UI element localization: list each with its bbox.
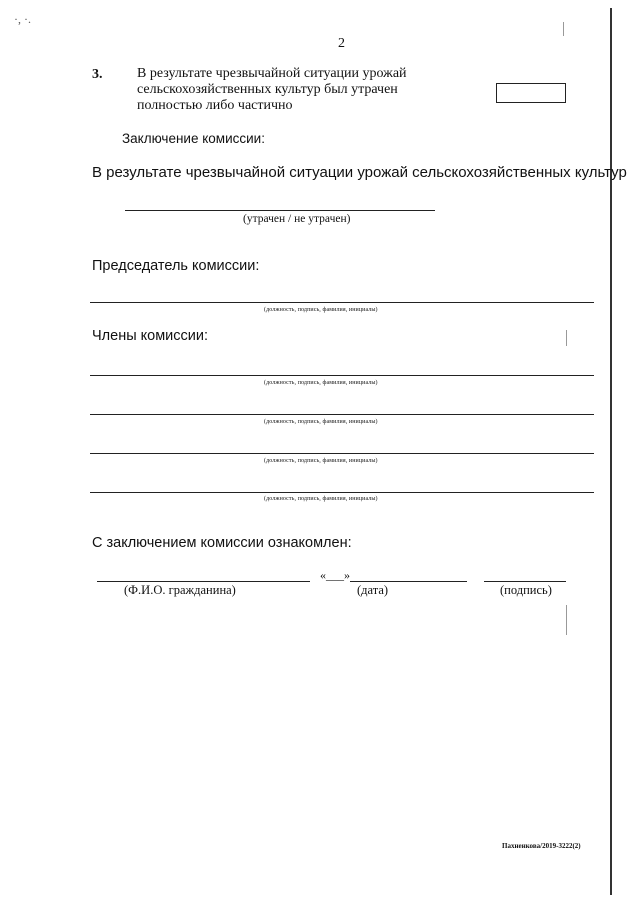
page-number: 2 bbox=[338, 36, 345, 51]
date-field-line[interactable] bbox=[350, 581, 467, 582]
footer-code: Пахненкова/2019-3222(2) bbox=[502, 842, 581, 850]
acquainted-heading: С заключением комиссии ознакомлен: bbox=[92, 535, 352, 551]
fio-field-line[interactable] bbox=[97, 581, 310, 582]
signature-caption: (должность, подпись, фамилия, инициалы) bbox=[264, 380, 378, 386]
signature-caption: (должность, подпись, фамилия, инициалы) bbox=[264, 458, 378, 464]
member-signature-line[interactable] bbox=[90, 414, 594, 415]
corner-marks: ·, ·. bbox=[14, 12, 31, 26]
signature-caption: (должность, подпись, фамилия, инициалы) bbox=[264, 496, 378, 502]
caption-signature: (подпись) bbox=[500, 583, 552, 597]
caption-date: (дата) bbox=[357, 583, 389, 597]
scan-mark bbox=[566, 605, 567, 635]
item3-text bbox=[137, 66, 407, 114]
lost-field-line[interactable] bbox=[125, 210, 435, 211]
conclusion-heading: Заключение комиссии: bbox=[122, 131, 265, 146]
lost-caption: (утрачен / не утрачен) bbox=[243, 213, 351, 225]
members-heading: Члены комиссии: bbox=[92, 328, 209, 344]
margin-rule bbox=[610, 8, 612, 895]
date-quotes: «___» bbox=[320, 568, 350, 582]
member-signature-line[interactable] bbox=[90, 375, 594, 376]
answer-box[interactable] bbox=[496, 83, 566, 103]
conclusion-text: В результате чрезвычайной ситуации урожай сельскохозяйственных культур bbox=[92, 164, 627, 181]
scan-mark bbox=[563, 22, 564, 36]
chairman-heading: Председатель комиссии: bbox=[92, 258, 260, 274]
member-signature-line[interactable] bbox=[90, 492, 594, 493]
chairman-signature-line[interactable] bbox=[90, 302, 594, 303]
item3-line1: В результате чрезвычайной ситуации урожай bbox=[137, 66, 407, 81]
signature-caption: (должность, подпись, фамилия, инициалы) bbox=[264, 307, 378, 313]
item3-line3: полностью либо частично bbox=[137, 98, 293, 113]
signature-caption: (должность, подпись, фамилия, инициалы) bbox=[264, 419, 378, 425]
member-signature-line[interactable] bbox=[90, 453, 594, 454]
scan-mark bbox=[566, 330, 567, 346]
item-number: 3. bbox=[92, 67, 103, 82]
signature-field-line[interactable] bbox=[484, 581, 566, 582]
item3-line2: сельскохозяйственных культур был утрачен bbox=[137, 82, 398, 97]
caption-fio: (Ф.И.О. гражданина) bbox=[124, 583, 236, 597]
